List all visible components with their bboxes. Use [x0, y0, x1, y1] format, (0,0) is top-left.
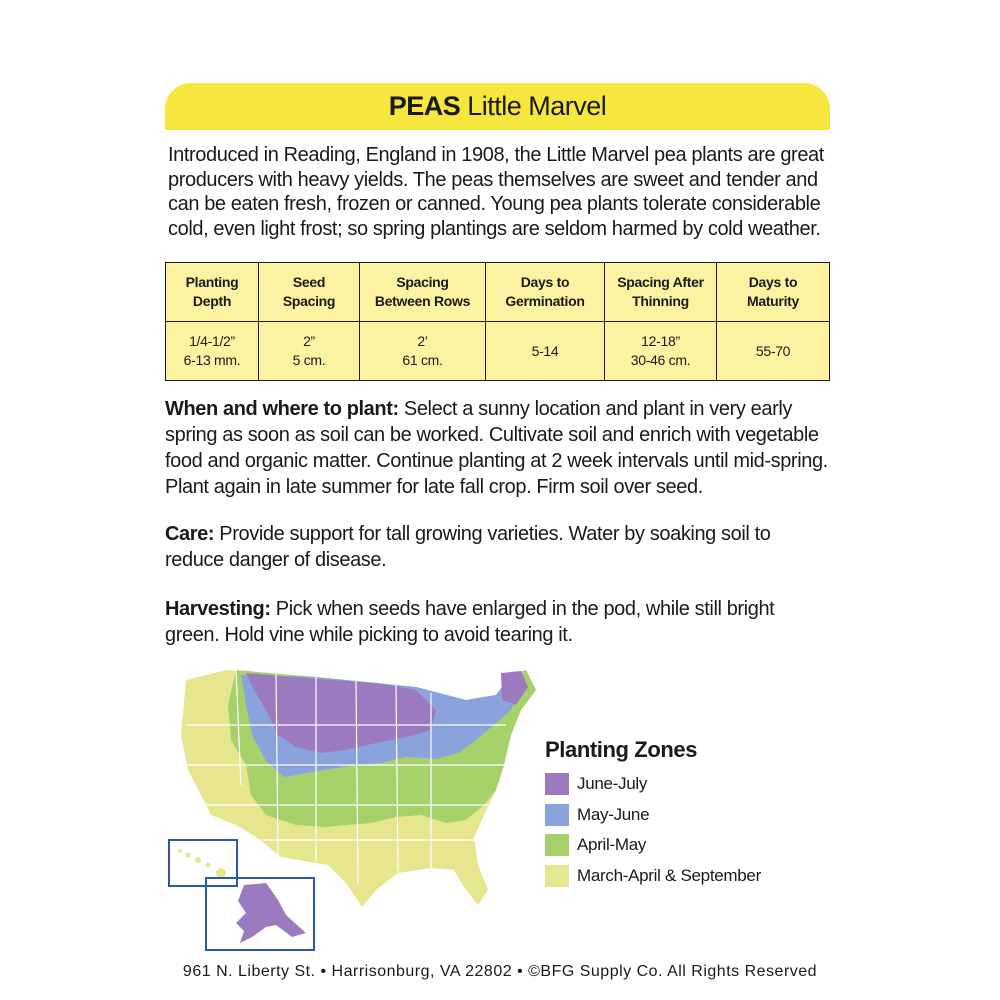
specs-value-row [166, 322, 830, 381]
specs-header-row [166, 263, 830, 322]
when-where-section [165, 396, 833, 500]
care-section [165, 521, 833, 573]
harvesting-section [165, 596, 833, 648]
header-days-to-germination: Days to Germination [486, 263, 605, 322]
header-days-to-maturity: Days to Maturity [717, 263, 830, 322]
hawaii-inset [169, 840, 237, 886]
legend-swatch [545, 773, 569, 795]
when-where-heading: When and where to plant: [165, 398, 399, 420]
planting-zones-map [166, 665, 546, 955]
harvesting-text: Pick when seeds have enlarged in the pod, while still bright green. Hold vine while picking to avoid tearing it. [165, 598, 775, 646]
title-banner [165, 83, 830, 130]
value-seed-spacing: 2” 5 cm. [259, 322, 360, 381]
alaska-shape [236, 883, 306, 943]
variety-name: Little Marvel [467, 91, 607, 121]
header-spacing-after-thinning: Spacing After Thinning [605, 263, 717, 322]
legend-label: April-May [577, 835, 647, 855]
planting-zones-legend [545, 737, 805, 891]
legend-item-march-april-september [545, 861, 805, 892]
legend-title: Planting Zones [545, 737, 698, 762]
legend-label: May-June [577, 804, 650, 824]
header-spacing-between-rows: Spacing Between Rows [360, 263, 486, 322]
value-planting-depth: 1/4-1/2” 6-13 mm. [166, 322, 259, 381]
value-days-to-germination: 5-14 [486, 322, 605, 381]
care-text: Provide support for tall growing varieties. Water by soaking soil to reduce danger of disease. [165, 523, 771, 571]
legend-label: March-April & September [577, 865, 761, 885]
planting-specs-table [165, 262, 830, 381]
footer-address: 961 N. Liberty St. • Harrisonburg, VA 22802 • ©BFG Supply Co. All Rights Reserved [182, 963, 818, 980]
hawaii-islands [178, 849, 226, 878]
value-spacing-between-rows: 2’ 61 cm. [360, 322, 486, 381]
value-days-to-maturity: 55-70 [717, 322, 830, 381]
intro-paragraph: Introduced in Reading, England in 1908, the Little Marvel pea plants are great producers with heavy yields. The peas themselves are sweet and tender and can be eaten fresh, frozen or canned. Young pea plants tolerate considerable cold, even light frost; so spring plantings are seldom harmed by cold weather. [168, 144, 824, 240]
legend-item-april-may [545, 830, 805, 861]
legend-label: June-July [577, 774, 648, 794]
legend-swatch [545, 804, 569, 826]
us-map-graphic [166, 665, 546, 955]
care-heading: Care: [165, 523, 215, 545]
legend-item-may-june [545, 800, 805, 831]
header-seed-spacing: Seed Spacing [259, 263, 360, 322]
value-spacing-after-thinning: 12-18” 30-46 cm. [605, 322, 717, 381]
crop-name: PEAS [388, 91, 461, 121]
legend-swatch [545, 834, 569, 856]
legend-swatch [545, 865, 569, 887]
legend-item-june-july [545, 769, 805, 800]
when-where-text: Select a sunny location and plant in very early spring as soon as soil can be worked. Cultivate soil and enrich with vegetable food and organic matter. Continue planting at 2 week intervals until mid-spring. Plant again in late summer for late fall crop. Firm soil over seed. [165, 398, 828, 498]
header-planting-depth: Planting Depth [166, 263, 259, 322]
harvesting-heading: Harvesting: [165, 598, 271, 620]
